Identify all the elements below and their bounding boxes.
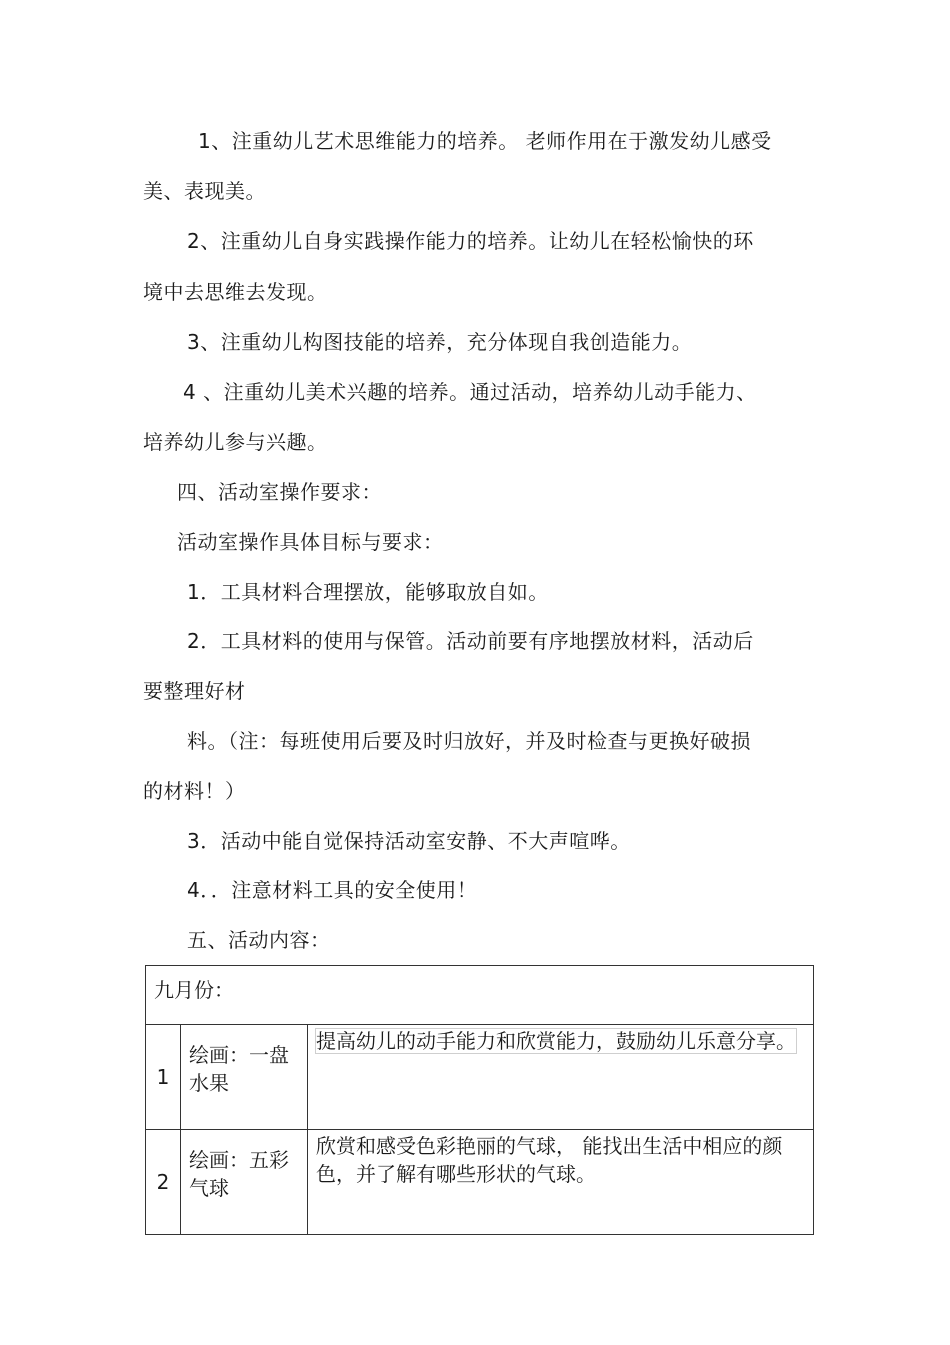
activity-name: 绘画：五彩气球 — [181, 1130, 308, 1235]
list-item: 4．．注意材料工具的安全使用！ — [187, 878, 478, 902]
paragraph-line: 料。（注：每班使用后要及时归放好，并及时检查与更换好破损 — [187, 729, 751, 753]
paragraph-line: 要整理好材 — [143, 679, 246, 703]
paragraph-line: 3、注重幼儿构图技能的培养，充分体现自我创造能力。 — [187, 330, 693, 354]
activity-name: 绘画：一盘水果 — [181, 1025, 308, 1130]
row-number: 1 — [146, 1025, 181, 1130]
month-header: 九月份： — [146, 966, 814, 1025]
paragraph-line: 的材料！） — [143, 779, 246, 803]
paragraph-line: 4 、注重幼儿美术兴趣的培养。通过活动，培养幼儿动手能力、 — [183, 380, 757, 404]
section-heading: 四、活动室操作要求： — [177, 480, 382, 504]
paragraph-line: 美、表现美。 — [143, 179, 266, 203]
list-item: 3．活动中能自觉保持活动室安静、不大声喧哗。 — [187, 829, 631, 853]
paragraph-line: 活动室操作具体目标与要求： — [177, 530, 444, 554]
paragraph-line: 1、注重幼儿艺术思维能力的培养。 老师作用在于激发幼儿感受 — [198, 129, 772, 153]
list-item: 1．工具材料合理摆放，能够取放自如。 — [187, 580, 549, 604]
section-heading: 五、活动内容： — [187, 928, 331, 952]
paragraph-line: 培养幼儿参与兴趣。 — [143, 430, 328, 454]
list-item: 2．工具材料的使用与保管。活动前要有序地摆放材料，活动后 — [187, 629, 754, 653]
activity-table — [145, 965, 814, 1235]
activity-description-text: 提高幼儿的动手能力和欣赏能力，鼓励幼儿乐意分享。 — [316, 1029, 796, 1053]
table-row — [146, 1130, 814, 1235]
paragraph-line: 境中去思维去发现。 — [143, 280, 328, 304]
row-number: 2 — [146, 1130, 181, 1235]
table-row — [146, 1025, 814, 1130]
activity-description: 欣赏和感受色彩艳丽的气球， 能找出生活中相应的颜色，并了解有哪些形状的气球。 — [308, 1130, 814, 1235]
paragraph-line: 2、注重幼儿自身实践操作能力的培养。让幼儿在轻松愉快的环 — [187, 229, 754, 253]
activity-description — [308, 1025, 814, 1130]
